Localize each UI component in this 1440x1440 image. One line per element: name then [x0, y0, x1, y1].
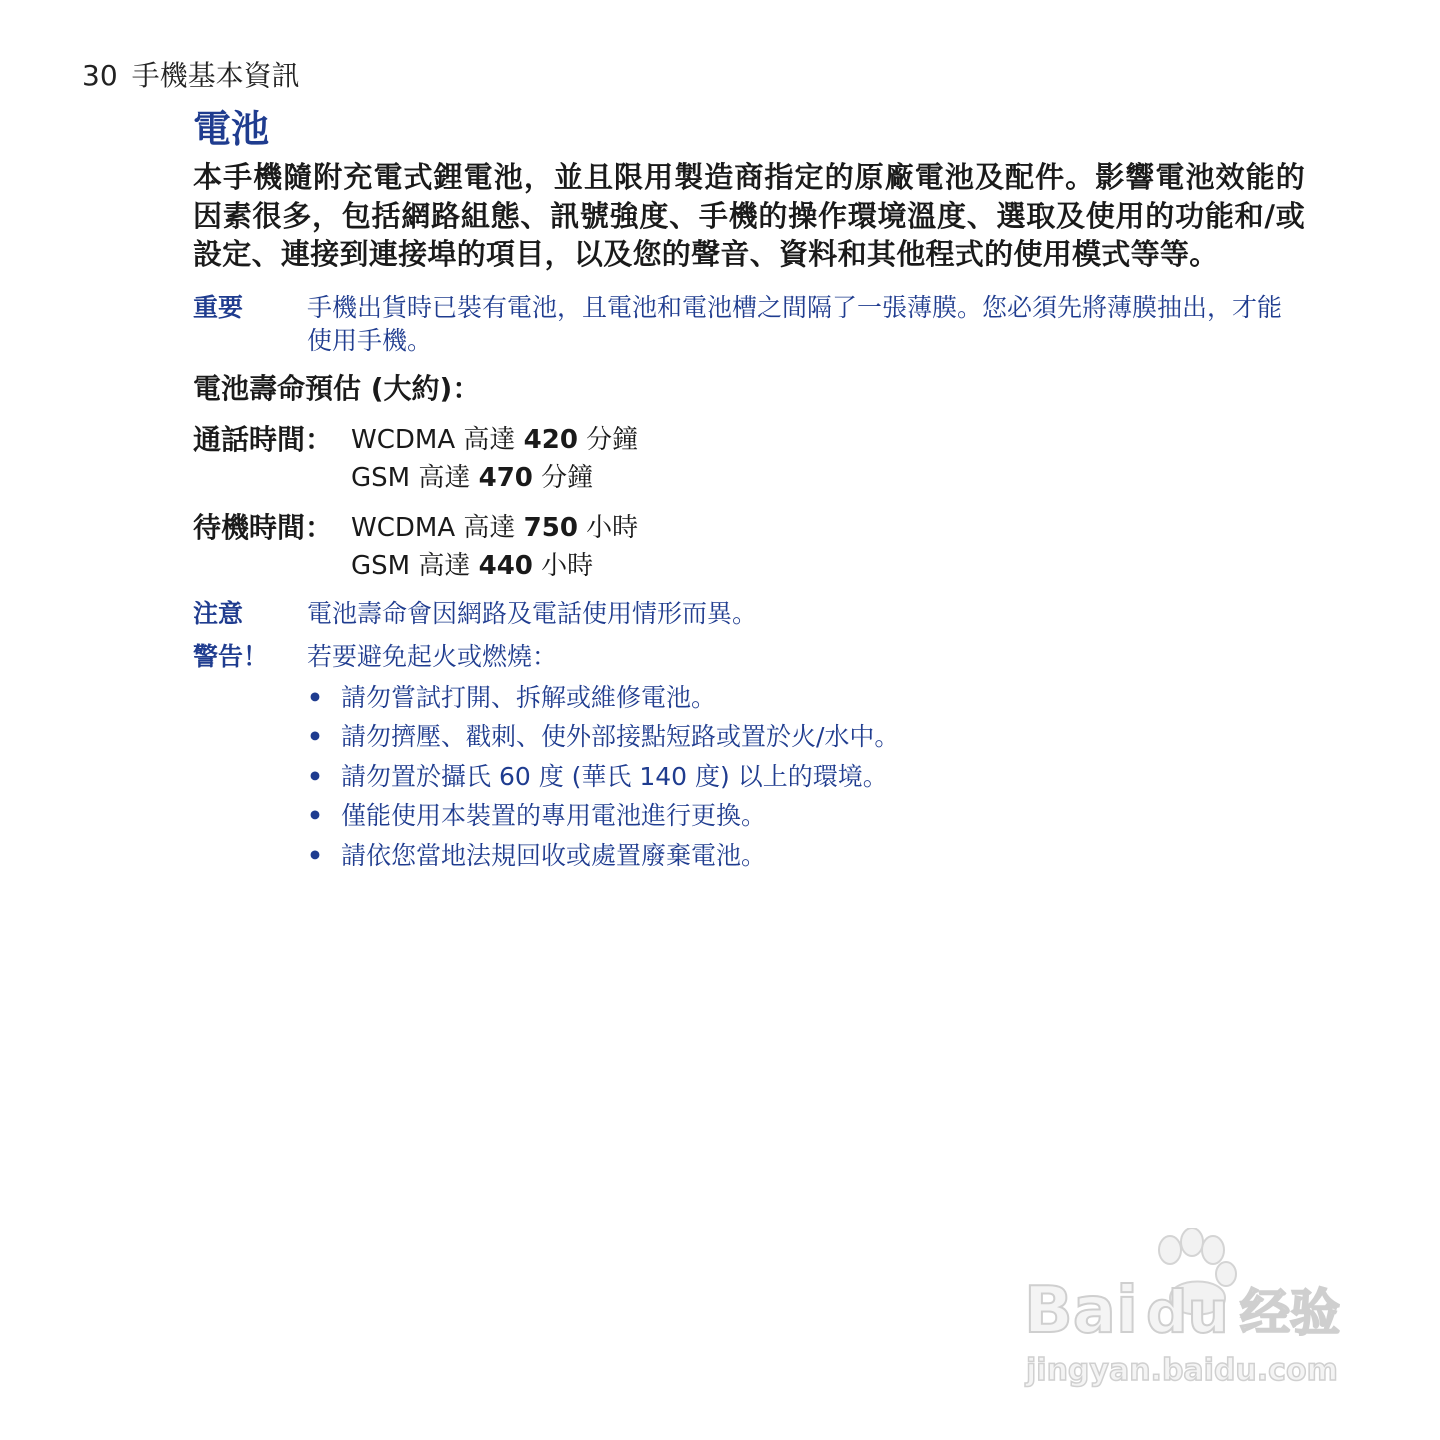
warning-list	[307, 678, 1305, 876]
intro-paragraph: 本手機隨附充電式鋰電池，並且限用製造商指定的原廠電池及配件。影響電池效能的因素很多，包括網路組態、訊號強度、手機的操作環境溫度、選取及使用的功能和/或設定、連接到連接埠的項目，以及您的聲音、資料和其他程式的使用模式等等。	[193, 160, 1305, 271]
note-text: 電池壽命會因網路及電話使用情形而異。	[307, 598, 758, 628]
standby-time-gsm-value: 440	[478, 550, 533, 581]
list-item: • 請勿嘗試打開、拆解或維修電池。	[307, 678, 1305, 718]
bullet-icon: •	[307, 722, 323, 751]
list-item: • 請勿擠壓、戳刺、使外部接點短路或置於火/水中。	[307, 717, 1305, 757]
standby-time-block	[193, 509, 1305, 585]
baidu-watermark	[1020, 1228, 1360, 1398]
standby-time-wcdma: WCDMA 高達 750 小時	[351, 512, 639, 543]
svg-text:du: du	[1146, 1278, 1229, 1346]
svg-text:Bai: Bai	[1024, 1274, 1138, 1348]
talk-time-block	[193, 421, 1305, 497]
talk-time-label: 通話時間：	[193, 422, 334, 456]
warning-note	[193, 640, 1305, 876]
list-item: • 請勿置於攝氏 60 度 (華氏 140 度) 以上的環境。	[307, 757, 1305, 797]
svg-text:jingyan.baidu.com: jingyan.baidu.com	[1026, 1353, 1338, 1388]
talk-time-wcdma-value: 420	[523, 424, 578, 455]
important-label: 重要	[193, 292, 244, 322]
chapter-title: 手機基本資訊	[131, 59, 300, 92]
baidu-paw-icon	[1020, 1228, 1360, 1398]
warning-label: 警告！	[193, 641, 269, 671]
main-content	[193, 104, 1305, 875]
standby-time-label: 待機時間：	[193, 510, 334, 544]
talk-time-wcdma: WCDMA 高達 420 分鐘	[351, 424, 639, 455]
standby-time-gsm: GSM 高達 440 小時	[351, 550, 594, 581]
section-title: 電池	[193, 107, 270, 151]
note-label: 注意	[193, 598, 244, 628]
svg-text:经验: 经验	[1240, 1284, 1340, 1342]
standby-time-wcdma-value: 750	[523, 512, 578, 543]
list-item: • 請依您當地法規回收或處置廢棄電池。	[307, 836, 1305, 876]
bullet-icon: •	[307, 682, 323, 712]
bullet-icon: •	[307, 840, 323, 870]
talk-time-gsm: GSM 高達 470 分鐘	[351, 462, 594, 493]
talk-time-gsm-value: 470	[478, 462, 533, 493]
warning-intro: 若要避免起火或燃燒：	[307, 641, 558, 671]
page-number: 30	[82, 59, 118, 92]
list-item: • 僅能使用本裝置的專用電池進行更換。	[307, 796, 1305, 836]
bullet-icon: •	[307, 761, 323, 791]
note	[193, 597, 1305, 630]
battery-life-heading: 電池壽命預估 (大約)：	[193, 371, 481, 405]
important-text: 手機出貨時已裝有電池，且電池和電池槽之間隔了一張薄膜。您必須先將薄膜抽出，才能使用手機。	[307, 292, 1283, 355]
running-header	[82, 56, 300, 96]
bullet-icon: •	[307, 801, 323, 830]
important-note	[193, 291, 1305, 357]
